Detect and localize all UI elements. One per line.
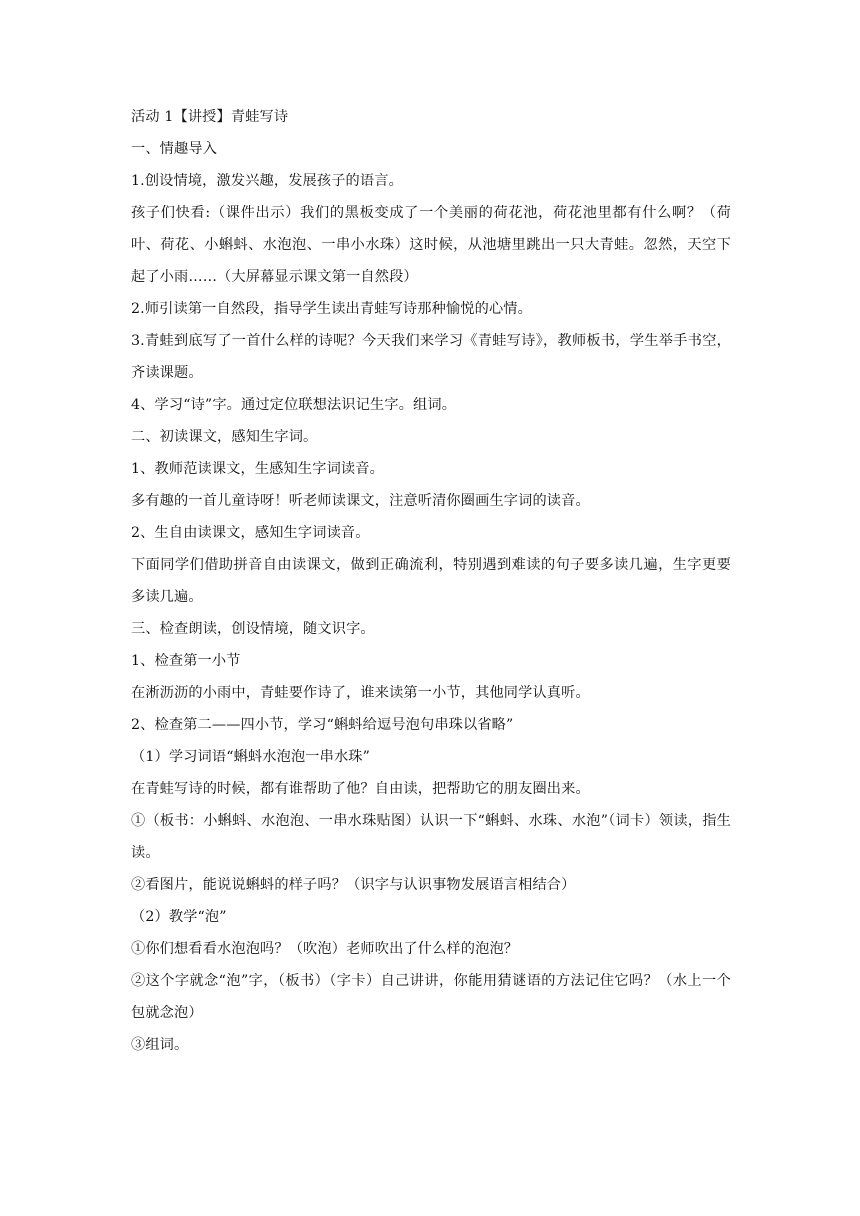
step-heading: 1.创设情境，激发兴趣，发展孩子的语言。 [131,173,403,189]
list-item: ②看图片，能说说蝌蚪的样子吗？（识字与认识事物发展语言相结合） [131,877,576,893]
list-item: ①你们想看看水泡泡吗？（吹泡）老师吹出了什么样的泡泡？ [131,941,519,957]
paragraph: 在青蛙写诗的时候，都有谁帮助了他？自由读，把帮助它的朋友圈出来。 [131,781,590,797]
sub-step-heading: （2）教学“泡” [131,909,227,925]
paragraph: 3.青蛙到底写了一首什么样的诗呢？今天我们来学习《青蛙写诗》，教师板书，学生举手书空，齐读课题。 [131,333,731,381]
list-item: ③组词。 [131,1037,189,1053]
list-item: ①（板书：小蝌蚪、水泡泡、一串水珠贴图）认识一下“蝌蚪、水珠、水泡”（词卡）领读，指生读。 [131,813,731,861]
section-heading: 一、情趣导入 [131,141,218,157]
document-body [131,107,731,1067]
step-heading: 4、学习“诗”字。通过定位联想法识记生字。组词。 [131,397,457,413]
step-heading: 2、检查第二——四小节，学习“蝌蚪给逗号泡句串珠以省略” [131,717,514,733]
step-heading: 1、教师范读课文，生感知生字词读音。 [131,461,384,477]
section-heading: 二、初读课文，感知生字词。 [131,429,318,445]
step-heading: 2、生自由读课文，感知生字词读音。 [131,525,370,541]
paragraph: 孩子们快看:（课件出示）我们的黑板变成了一个美丽的荷花池，荷花池里都有什么啊？（荷叶、荷花、小蝌蚪、水泡泡、一串小水珠）这时候，从池塘里跳出一只大青蛙。忽然，天空下起了小雨……（大屏幕显示课文第一自然段） [131,205,731,285]
list-item: ②这个字就念“泡”字，（板书）（字卡）自己讲讲，你能用猜谜语的方法记住它吗？（水上一个包就念泡） [131,973,731,1021]
sub-step-heading: （1）学习词语“蝌蚪水泡泡一串水珠” [131,749,371,765]
paragraph: 多有趣的一首儿童诗呀！听老师读课文，注意听清你圈画生字词的读音。 [131,493,590,509]
paragraph: 下面同学们借助拼音自由读课文，做到正确流利，特别遇到难读的句子要多读几遍，生字更要多读几遍。 [131,557,731,605]
paragraph: 在淅沥沥的小雨中，青蛙要作诗了，谁来读第一小节，其他同学认真听。 [131,685,590,701]
lesson-title: 活动 1【讲授】青蛙写诗 [131,109,289,125]
section-heading: 三、检查朗读，创设情境，随文识字。 [131,621,375,637]
step-heading: 2.师引读第一自然段，指导学生读出青蛙写诗那种愉悦的心情。 [131,301,532,317]
step-heading: 1、检查第一小节 [131,653,241,669]
